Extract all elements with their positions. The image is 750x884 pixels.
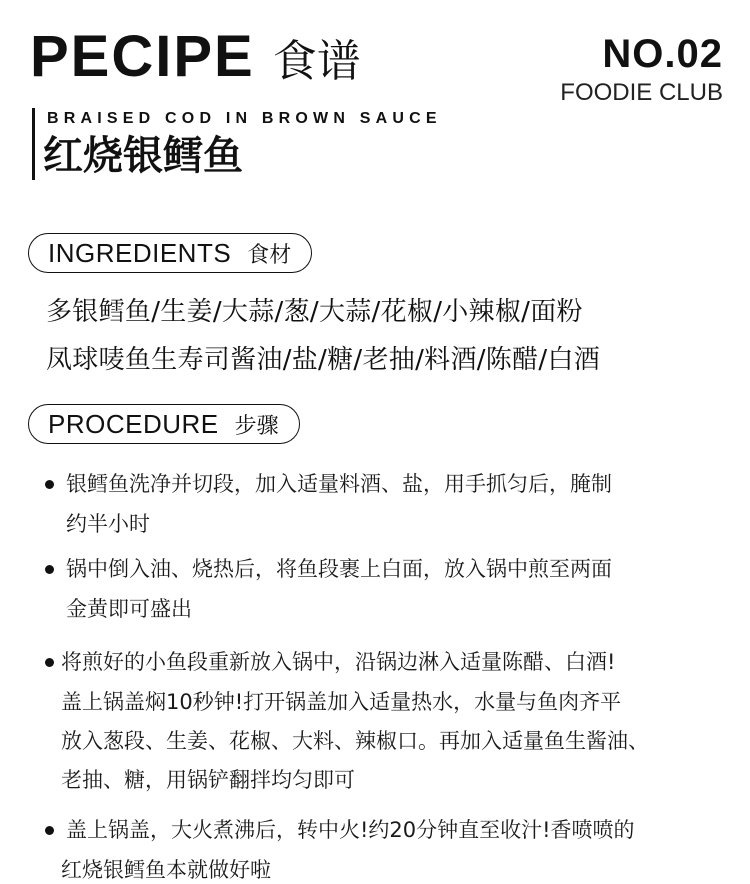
step-line: 约半小时: [66, 512, 150, 536]
step-line: 盖上锅盖，大火煮沸后，转中火!约20分钟直至收汁!香喷喷的: [66, 818, 635, 842]
brand-title-en: PECIPE: [30, 24, 255, 89]
bullet-dot-icon: [45, 565, 54, 574]
issue-number: NO.02: [602, 32, 723, 76]
procedure-heading: [28, 404, 300, 444]
dish-subtitle-en: BRAISED COD IN BROWN SAUCE: [47, 110, 442, 127]
step-line: 银鳕鱼洗净并切段，加入适量料酒、盐，用手抓匀后，腌制: [66, 472, 612, 496]
ingredients-label-cn: 食材: [247, 242, 292, 268]
step-line: 老抽、糖，用锅铲翻拌均匀即可: [61, 768, 355, 792]
dish-title-cn: 红烧银鳕鱼: [43, 132, 243, 179]
ingredients-heading: [28, 233, 312, 273]
brand-title-cn: 食谱: [272, 36, 361, 87]
ingredients-label-en: INGREDIENTS: [48, 237, 232, 268]
step-line: 金黄即可盛出: [66, 597, 192, 621]
ingredients-list: [46, 288, 600, 384]
club-name: FOODIE CLUB: [560, 79, 723, 106]
ingredients-line: 多银鳕鱼/生姜/大蒜/葱/大蒜/花椒/小辣椒/面粉: [46, 297, 583, 327]
bullet-dot-icon: [45, 826, 54, 835]
step-line: 红烧银鳕鱼本就做好啦: [61, 858, 271, 882]
procedure-label-cn: 步骤: [234, 413, 279, 439]
step-line: 放入葱段、生姜、花椒、大料、辣椒口。再加入适量鱼生酱油、: [61, 729, 649, 753]
ingredients-line: 凤球唛鱼生寿司酱油/盐/糖/老抽/料酒/陈醋/白酒: [46, 345, 601, 375]
procedure-label-en: PROCEDURE: [48, 408, 219, 439]
bullet-dot-icon: [45, 658, 54, 667]
step-line: 盖上锅盖焖10秒钟!打开锅盖加入适量热水，水量与鱼肉齐平: [61, 690, 622, 714]
recipe-brand: [30, 22, 361, 92]
step-line: 锅中倒入油、烧热后，将鱼段裹上白面，放入锅中煎至两面: [66, 557, 612, 581]
title-accent-bar: [32, 108, 35, 180]
step-line: 将煎好的小鱼段重新放入锅中，沿锅边淋入适量陈醋、白酒!: [61, 650, 616, 674]
bullet-dot-icon: [45, 480, 54, 489]
issue-block: [560, 30, 723, 108]
